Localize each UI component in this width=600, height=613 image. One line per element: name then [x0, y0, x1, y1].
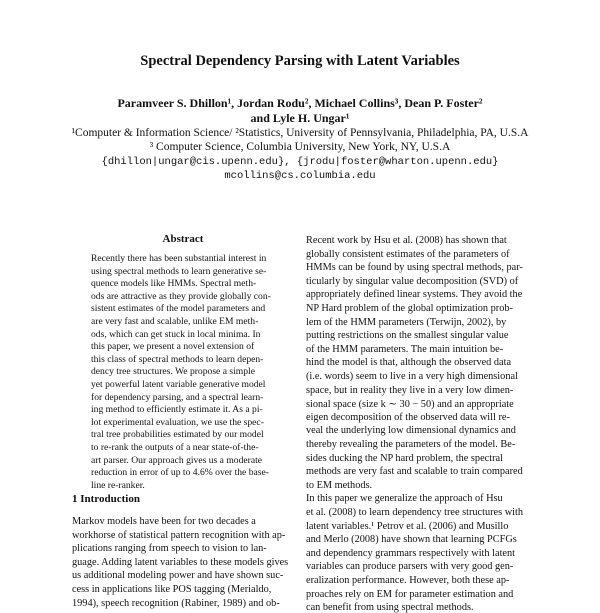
- text-line: lot experimental evaluation, we use the spec-: [91, 416, 264, 428]
- email-line: {dhillon|ungar@cis.upenn.edu}, {jrodu|foster@wharton.upenn.edu}: [101, 156, 499, 168]
- text-line: yet powerful latent variable generative model: [91, 379, 266, 390]
- affiliation-line: ¹Computer & Information Science/ ²Statistics, University of Pennsylvania, Philadelphia, PA, U.S.A: [71, 127, 529, 139]
- text-line: latent variables.¹ Petrov et al. (2006) and Musillo: [306, 520, 509, 532]
- text-line: proaches rely on EM for parameter estimation and: [306, 588, 514, 600]
- text-line: lem of the HMM parameters (Terwijn, 2002), by: [306, 316, 507, 328]
- author-line: Paramveer S. Dhillon¹, Jordan Rodu², Michael Collins³, Dean P. Foster²: [117, 96, 483, 110]
- text-line: using spectral methods to learn generative se-: [91, 265, 267, 277]
- text-line: sional space (size k ∼ 30 − 50) and an appropriate: [306, 399, 514, 411]
- text-line: ods, which can get stuck in local minima. In: [91, 328, 261, 340]
- affiliation-line: ³ Computer Science, Columbia University, New York, NY, U.S.A: [149, 141, 451, 153]
- text-line: sides ducking the NP hard problem, the spectral: [306, 452, 503, 464]
- text-line: and Merlo (2008) have shown that learning PCFGs: [306, 534, 517, 546]
- text-line: for dependency parsing, and a spectral learn-: [91, 391, 264, 403]
- text-line: Markov models have been for two decades a: [72, 516, 256, 527]
- text-line: ods are attractive as they provide globally con-: [91, 290, 271, 302]
- section-heading: 1 Introduction: [72, 493, 140, 505]
- text-line: eralization performance. However, both these ap-: [306, 575, 510, 586]
- text-line: are very fast and scalable, unlike EM meth-: [91, 316, 259, 327]
- text-line: thereby revealing the parameters of the model. Be-: [306, 439, 516, 450]
- text-line: art parser. Our approach gives us a moderate: [91, 454, 263, 466]
- text-line: variables can produce parsers with very good gen-: [306, 561, 514, 573]
- text-line: eigen decomposition of the observed data will re-: [306, 411, 510, 423]
- email-line: mcollins@cs.columbia.edu: [224, 170, 376, 182]
- text-line: of the HMM parameters. The main intuition be-: [306, 343, 504, 355]
- abstract-heading: Abstract: [162, 233, 204, 245]
- text-line: to re-rank the outputs of a near state-of-the-: [91, 442, 259, 453]
- text-line: In this paper we generalize the approach of Hsu: [306, 493, 503, 505]
- text-line: NP Hard problem of the global optimization prob-: [306, 303, 513, 314]
- text-line: to EM methods.: [306, 479, 373, 491]
- text-line: (i.e. words) seem to live in a very high dimensional: [306, 371, 518, 382]
- text-line: and dependency grammars respectively with latent: [306, 547, 516, 559]
- text-line: dency tree structures. We propose a simple: [91, 366, 255, 378]
- text-line: cess in applications like POS tagging (Merialdo,: [72, 584, 272, 595]
- text-line: HMMs can be found by using spectral methods, par-: [306, 262, 523, 274]
- text-line: 1994), speech recognition (Rabiner, 1989) and ob-: [72, 597, 280, 609]
- text-line: us additional modeling power and have shown suc-: [72, 570, 284, 582]
- text-line: reduction in error of up to 4.6% over the base-: [91, 467, 269, 479]
- text-line: hind the model is that, although the observed data: [306, 357, 512, 369]
- text-line: space, but in reality they live in a very low dimen-: [306, 384, 514, 396]
- text-line: this class of spectral methods to learn depen-: [91, 353, 264, 365]
- text-line: can benefit from using spectral methods.: [306, 602, 474, 613]
- text-line: workhorse of statistical pattern recognition with ap-: [72, 529, 286, 541]
- text-line: veal the underlying low dimensional dynamics and: [306, 425, 516, 437]
- text-line: sistent estimates of the model parameters and: [91, 303, 266, 315]
- text-line: globally consistent estimates of the parameters of: [306, 248, 510, 260]
- text-line: quence models like HMMs. Spectral meth-: [91, 278, 257, 290]
- text-line: line re-ranker.: [91, 479, 145, 491]
- text-line: Recent work by Hsu et al. (2008) has shown that: [306, 235, 507, 246]
- text-line: this paper, we present a novel extension of: [91, 341, 255, 353]
- paper-title: Spectral Dependency Parsing with Latent Variables: [140, 53, 460, 69]
- text-line: ticularly by singular value decomposition (SVD) of: [306, 275, 519, 287]
- text-line: et al. (2008) to learn dependency tree structures with: [306, 507, 524, 518]
- text-line: plications ranging from speech to vision to lan-: [72, 543, 267, 555]
- author-line: and Lyle H. Ungar¹: [250, 111, 350, 125]
- author-list: [0, 96, 600, 126]
- text-line: putting restrictions on the smallest singular value: [306, 330, 509, 342]
- text-line: ing method to efficiently estimate it. As a pi-: [91, 404, 263, 416]
- text-line: tral tree probabilities estimated by our model: [91, 429, 264, 441]
- text-line: Recently there has been substantial interest in: [91, 253, 267, 264]
- text-line: guage. Adding latent variables to these models gives: [72, 556, 289, 568]
- text-line: methods are very fast and scalable to train compared: [306, 466, 523, 478]
- text-line: appropriately defined linear systems. They avoid the: [306, 289, 523, 301]
